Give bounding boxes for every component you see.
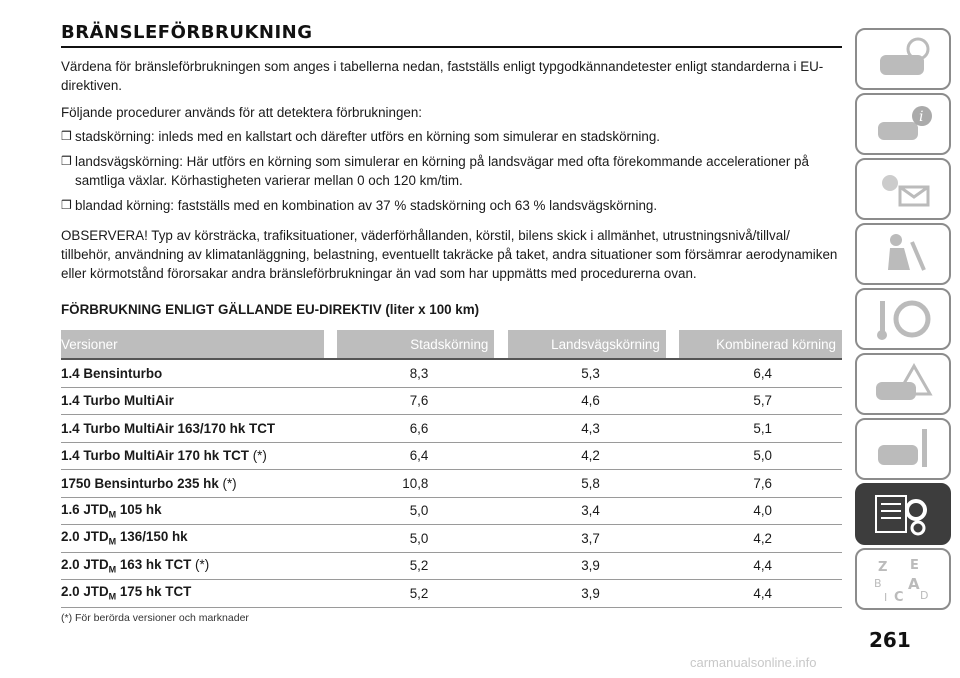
col-header-road: Landsvägskörning: [508, 330, 666, 359]
road-value: 5,3: [494, 359, 665, 387]
table-row: [61, 552, 842, 580]
version-cell: 1.4 Turbo MultiAir 163/170 hk TCT: [61, 415, 324, 443]
svg-text:A: A: [908, 575, 920, 593]
warning-light-envelope-icon: [870, 165, 936, 213]
chapter-tab[interactable]: [855, 483, 951, 545]
road-value: 3,4: [494, 497, 665, 525]
svg-text:D: D: [920, 589, 929, 602]
consumption-table: [61, 330, 842, 608]
header-gap: [324, 330, 337, 359]
table-row: [61, 442, 842, 470]
combined-value: 7,6: [666, 470, 842, 498]
key-steering-wheel-icon: [870, 295, 936, 343]
col-header-combined: Kombinerad körning: [679, 330, 842, 359]
version-cell: 2.0 $JTD_M$ 163 hk TCT (*): [61, 552, 324, 580]
chapter-tab[interactable]: [855, 223, 951, 285]
table-row: [61, 580, 842, 608]
city-value: 10,8: [324, 470, 495, 498]
city-value: 8,3: [324, 359, 495, 387]
svg-text:C: C: [894, 590, 904, 603]
chapter-tab[interactable]: [855, 548, 951, 610]
table-row: [61, 525, 842, 553]
procedure-text: blandad körning: fastställs med en kombination av 37 % stadskörning och 63 % landsvägskörning.: [75, 198, 658, 213]
svg-text:I: I: [884, 591, 888, 603]
chapter-tab[interactable]: [855, 418, 951, 480]
page-number: 261: [869, 628, 911, 652]
table-row: [61, 470, 842, 498]
document-gear-icon: [870, 490, 936, 538]
city-value: 5,2: [324, 552, 495, 580]
watermark: carmanualsonline.info: [690, 655, 817, 670]
checkbox-bullet-icon: ❒: [61, 154, 72, 168]
road-value: 3,9: [494, 552, 665, 580]
header-gap: [666, 330, 679, 359]
procedure-list: [61, 127, 842, 215]
chapter-tabs: [855, 28, 955, 613]
seat-airbag-icon: [870, 230, 936, 278]
checkbox-bullet-icon: ❒: [61, 129, 72, 143]
combined-value: 5,7: [666, 387, 842, 415]
combined-value: 6,4: [666, 359, 842, 387]
svg-text:B: B: [874, 577, 882, 590]
version-cell: 1.4 Bensinturbo: [61, 359, 324, 387]
version-cell: 1.4 Turbo MultiAir: [61, 387, 324, 415]
header-gap: [494, 330, 507, 359]
city-value: 7,6: [324, 387, 495, 415]
intro-paragraph: Värdena för bränsleförbrukningen som anges i tabellerna nedan, fastställs enligt typgodkännandetester enligt standarderna i EU-direktiven.: [61, 59, 824, 93]
combined-value: 5,1: [666, 415, 842, 443]
road-value: 4,6: [494, 387, 665, 415]
col-header-version: Versioner: [61, 330, 324, 359]
version-cell: 1.6 $JTD_M$ 105 hk: [61, 497, 324, 525]
table-title: FÖRBRUKNING ENLIGT GÄLLANDE EU-DIREKTIV (liter x 100 km): [61, 302, 480, 317]
version-cell: 1750 Bensinturbo 235 hk (*): [61, 470, 324, 498]
city-value: 6,6: [324, 415, 495, 443]
road-value: 5,8: [494, 470, 665, 498]
combined-value: 4,2: [666, 525, 842, 553]
heading-rule: [61, 46, 842, 48]
procedure-text: stadskörning: inleds med en kallstart och därefter utförs en körning som simulerar en stadskörning.: [75, 129, 661, 144]
main-content: [61, 22, 842, 624]
checkbox-bullet-icon: ❒: [61, 198, 72, 212]
version-cell: 2.0 $JTD_M$ 175 hk TCT: [61, 580, 324, 608]
city-value: 5,0: [324, 497, 495, 525]
road-value: 3,7: [494, 525, 665, 553]
combined-value: 4,4: [666, 580, 842, 608]
car-warning-triangle-icon: [870, 360, 936, 408]
version-cell: 2.0 $JTD_M$ 136/150 hk: [61, 525, 324, 553]
car-info-icon: [870, 100, 936, 148]
procedure-item-mixed: [61, 196, 842, 215]
city-value: 5,0: [324, 525, 495, 553]
road-value: 4,3: [494, 415, 665, 443]
table-row: [61, 415, 842, 443]
svg-text:Z: Z: [878, 560, 888, 575]
chapter-tab[interactable]: [855, 93, 951, 155]
table-header-row: [61, 330, 842, 359]
alphabet-index-icon: [870, 555, 936, 603]
svg-text:i: i: [919, 109, 924, 125]
chapter-tab[interactable]: [855, 288, 951, 350]
chapter-tab[interactable]: [855, 158, 951, 220]
city-value: 5,2: [324, 580, 495, 608]
version-cell: 1.4 Turbo MultiAir 170 hk TCT (*): [61, 442, 324, 470]
table-row: [61, 387, 842, 415]
procedure-item-city: [61, 127, 842, 146]
chapter-tab[interactable]: [855, 28, 951, 90]
note-paragraph: OBSERVERA! Typ av körsträcka, trafiksituationer, väderförhållanden, körstil, bilens skick i allmänhet, utrustningsnivå/tillval/ tillbehör, användning av klimatanläggning, belastning, eventuellt takräcke på taket, andra situationer som försämrar aerodynamiken eller körmotstånd förorsakar andra bränsleförbrukningar än vad som har uppmätts med procedurerna ovan.: [61, 228, 838, 281]
combined-value: 4,4: [666, 552, 842, 580]
procedure-text: landsvägskörning: Här utförs en körning som simulerar en körning på landsvägar med ofta förekommande accelerationer på samtliga växlar. Körhastigheten varierar mellan 0 och 120 km/tim.: [75, 154, 809, 188]
combined-value: 4,0: [666, 497, 842, 525]
chapter-tab[interactable]: [855, 353, 951, 415]
procedure-item-road: [61, 152, 842, 190]
car-dashboard-icon: [870, 35, 936, 83]
table-row: [61, 359, 842, 387]
table-footnote: (*) För berörda versioner och marknader: [61, 611, 249, 624]
city-value: 6,4: [324, 442, 495, 470]
col-header-city: Stadskörning: [337, 330, 494, 359]
procedures-intro: Följande procedurer används för att detektera förbrukningen:: [61, 105, 423, 120]
car-wrench-icon: [870, 425, 936, 473]
page-heading: BRÄNSLEFÖRBRUKNING: [61, 22, 313, 43]
svg-text:E: E: [910, 558, 919, 573]
table-row: [61, 497, 842, 525]
road-value: 4,2: [494, 442, 665, 470]
road-value: 3,9: [494, 580, 665, 608]
combined-value: 5,0: [666, 442, 842, 470]
